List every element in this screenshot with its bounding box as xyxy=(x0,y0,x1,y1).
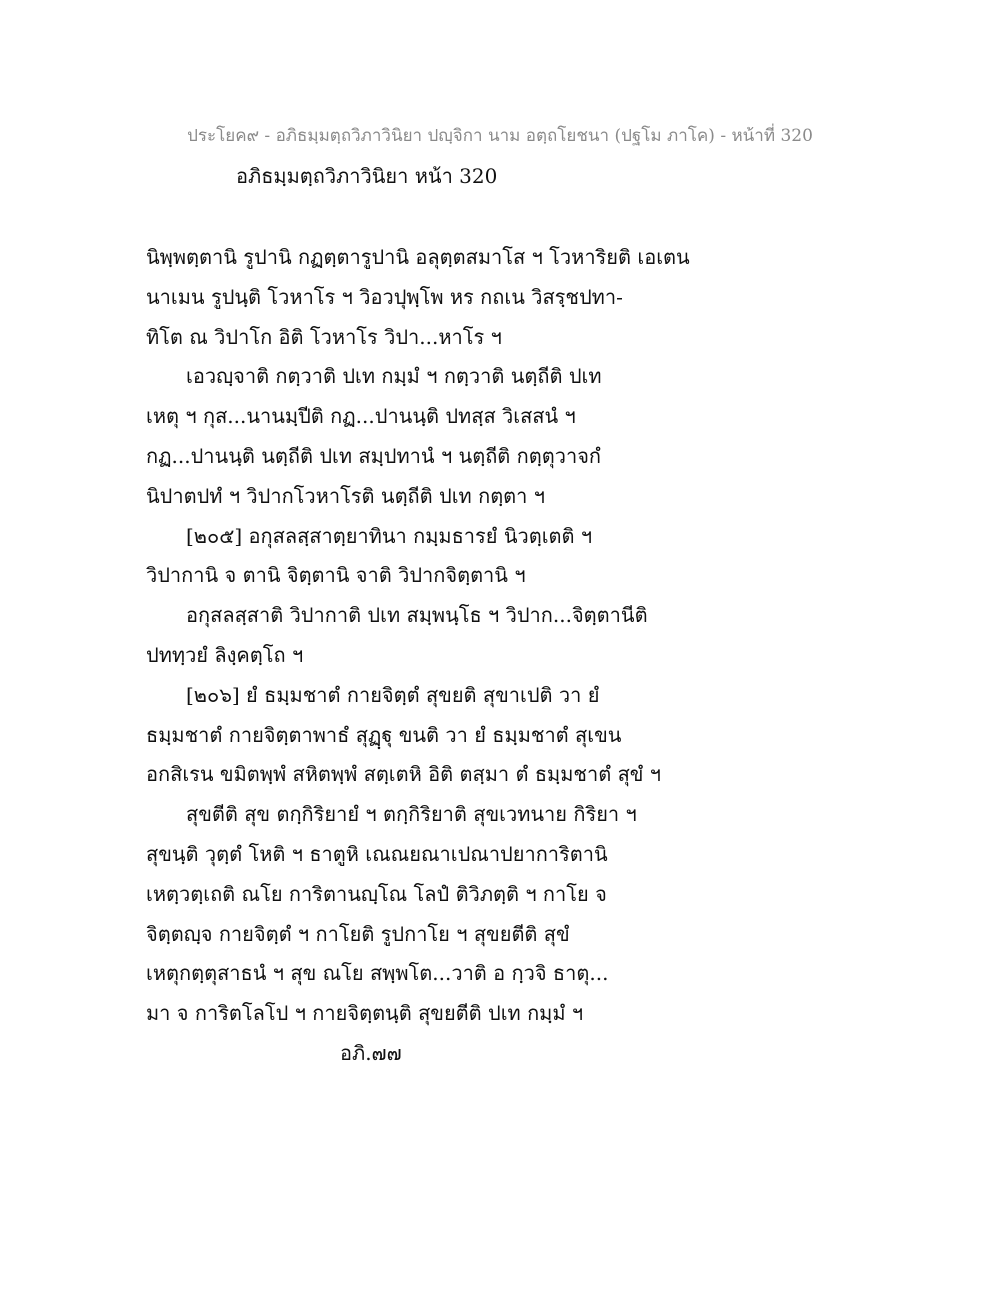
page-footer-code: อภิ.๗๗ xyxy=(340,1041,402,1065)
text-line: วิปากานิ จ ตานิ จิตฺตานิ จาติ วิปากจิตฺตานิ ฯ xyxy=(146,563,526,588)
text-line: [๒๐๖] ยํ ธมฺมชาตํ กายจิตฺตํ สุขยติ สุขาเปติ วา ยํ xyxy=(186,682,600,707)
text-line: เหตฺวตฺเถติ ณโย การิตานญฺโณ โลปํ ติวิภตฺติ ฯ กาโย จ xyxy=(146,881,607,906)
text-line: [๒๐๕] อกุสลสฺสาตฺยาทินา กมฺมธารยํ นิวตฺเตติ ฯ xyxy=(186,523,593,548)
text-line: มา จ การิตโลโป ฯ กายจิตฺตนฺติ สุขยตีติ ปเท กมฺมํ ฯ xyxy=(146,1001,584,1026)
text-line: เหตุกตฺตุสาธนํ ฯ สุข ณโย สพฺพโต...วาติ อ กฺวจิ ธาตุ... xyxy=(146,961,609,986)
text-line: ธมฺมชาตํ กายจิตฺตาพาธํ สุฏฺฐุ ขนติ วา ยํ ธมฺมชาตํ สุเขน xyxy=(146,722,622,747)
text-line: ปททฺวยํ ลิงฺคตฺโถ ฯ xyxy=(146,642,304,667)
text-line: อกุสลสฺสาติ วิปากาติ ปเท สมฺพนฺโธ ฯ วิปาก...จิตฺตานีติ xyxy=(186,603,648,628)
text-line: จิตฺตญฺจ กายจิตฺตํ ฯ กาโยติ รูปกาโย ฯ สุขยตีติ สุขํ xyxy=(146,921,570,946)
text-line: เหตุ ฯ กุส...นานมฺปีติ กฏ...ปานนฺติ ปทสฺส วิเสสนํ ฯ xyxy=(146,404,576,429)
text-line: นิปาตปทํ ฯ วิปากโวหาโรติ นตฺถีติ ปเท กตฺตา ฯ xyxy=(146,483,545,508)
running-header: ประโยค๙ - อภิธมฺมตฺถวิภาวินิยา ปญฺจิกา นาม อตฺถโยชนา (ปฐโม ภาโค) - หน้าที่ 320 xyxy=(187,126,813,146)
page-title: อภิธมฺมตฺถวิภาวินิยา หน้า 320 xyxy=(236,164,498,188)
text-line: อกสิเรน ขมิตพฺพํ สหิตพฺพํ สตฺเตหิ อิติ ตสฺมา ตํ ธมฺมชาตํ สุขํ ฯ xyxy=(146,762,662,787)
text-line: เอวญฺจาติ กตฺวาติ ปเท กมฺมํ ฯ กตฺวาติ นตฺถีติ ปเท xyxy=(186,364,602,389)
text-line: สุขตีติ สุข ตกฺกิริยายํ ฯ ตกฺกิริยาติ สุขเวทนาย กิริยา ฯ xyxy=(186,802,637,827)
text-line: นาเมน รูปนฺติ โวหาโร ฯ วิอวปุพฺโพ หร กถเน วิสรฺชปทา- xyxy=(146,284,623,309)
text-line: สุขนฺติ วุตฺตํ โหติ ฯ ธาตูหิ เณณยณาเปณาปยาการิตานิ xyxy=(146,841,608,866)
text-line: นิพฺพตฺตานิ รูปานิ กฏตฺตารูปานิ อลุตฺตสมาโส ฯ โวหาริยติ เอเตน xyxy=(146,245,690,269)
text-line: กฏ...ปานนฺติ นตฺถีติ ปเท สมฺปทานํ ฯ นตฺถีติ กตฺตุวาจกํ xyxy=(146,443,602,468)
body-text xyxy=(146,238,706,1034)
text-line: ทิโต ณ วิปาโก อิติ โวหาโร วิปา...หาโร ฯ xyxy=(146,324,502,349)
